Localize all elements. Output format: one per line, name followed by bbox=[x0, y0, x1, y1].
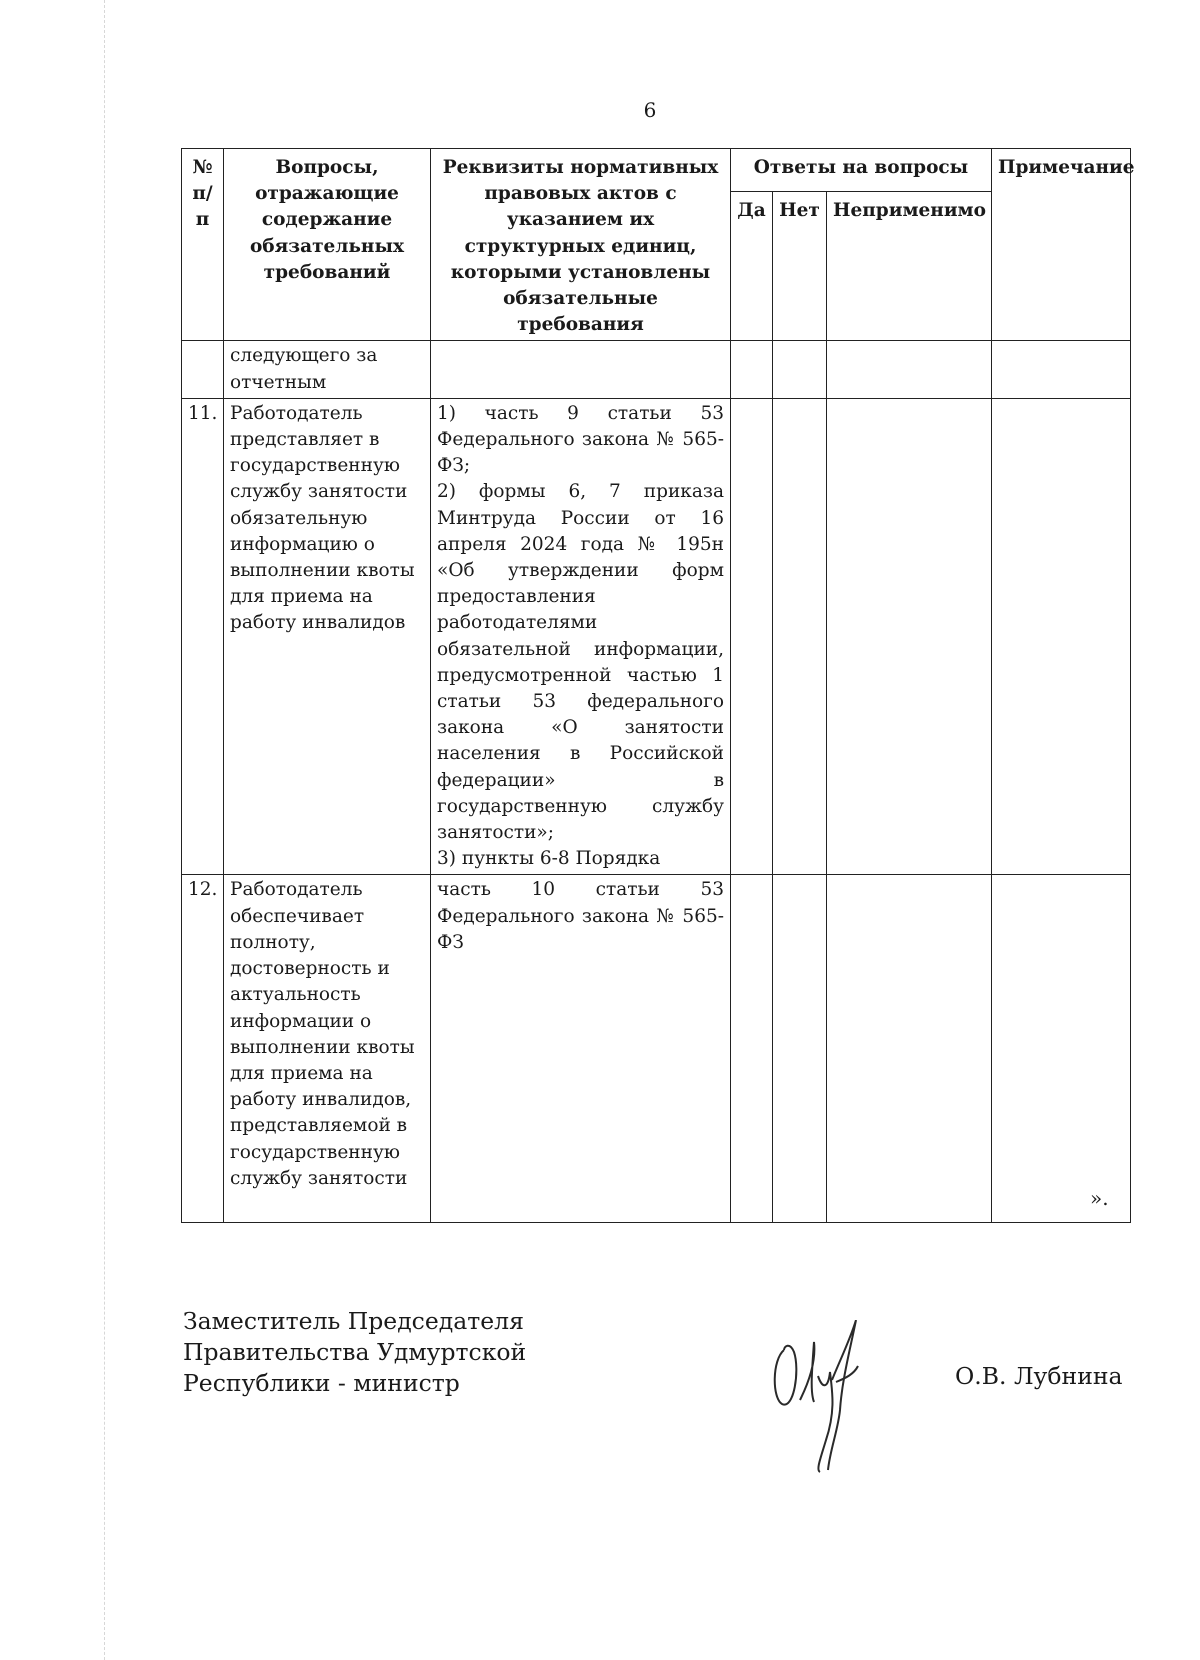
header-not-applicable: Неприменимо bbox=[827, 192, 992, 341]
position-line: Республики - министр bbox=[183, 1369, 460, 1397]
table-row bbox=[182, 341, 1131, 398]
scan-edge-line bbox=[104, 0, 106, 1660]
table-header-row bbox=[182, 149, 1131, 192]
reference-part: 1) часть 9 статьи 53 Федерального закона № 565-ФЗ; bbox=[437, 402, 724, 477]
answer-not-applicable-cell[interactable] bbox=[827, 341, 992, 398]
answer-yes-cell[interactable] bbox=[731, 398, 773, 875]
closing-quote: ». bbox=[1090, 1186, 1109, 1210]
header-num: № п/п bbox=[182, 149, 224, 341]
note-cell[interactable] bbox=[992, 875, 1131, 1223]
reference-part: 2) формы 6, 7 приказа Минтруда России от 16 апреля 2024 года № 195н «Об утверждении форм предоставления работодателями обязательной информации, предусмотренной частью 1 статьи 53 федерального закона «О занятости населения в Российской федерации» в государственную службу занятости»; bbox=[437, 481, 724, 844]
note-cell[interactable] bbox=[992, 398, 1131, 875]
answer-yes-cell[interactable] bbox=[731, 875, 773, 1223]
answer-yes-cell[interactable] bbox=[731, 341, 773, 398]
answer-no-cell[interactable] bbox=[773, 875, 827, 1223]
table-row bbox=[182, 398, 1131, 875]
note-cell[interactable] bbox=[992, 341, 1131, 398]
answer-no-cell[interactable] bbox=[773, 398, 827, 875]
answer-no-cell[interactable] bbox=[773, 341, 827, 398]
answer-not-applicable-cell[interactable] bbox=[827, 398, 992, 875]
row-number: 12. bbox=[182, 875, 224, 1223]
row-question: следующего за отчетным bbox=[224, 341, 431, 398]
page-number: 6 bbox=[643, 98, 657, 122]
header-no: Нет bbox=[773, 192, 827, 341]
row-question: Работодатель представляет в государственную службу занятости обязательную информацию о выполнении квоты для приема на работу инвалидов bbox=[224, 398, 431, 875]
header-note: Примечание bbox=[992, 149, 1131, 341]
signatory-name: О.В. Лубнина bbox=[955, 1362, 1123, 1390]
signatory-position bbox=[183, 1306, 526, 1399]
row-number: 11. bbox=[182, 398, 224, 875]
header-references: Реквизиты нормативных правовых актов с указанием их структурных единиц, которыми установлены обязательные требования bbox=[431, 149, 731, 341]
row-question: Работодатель обеспечивает полноту, достоверность и актуальность информации о выполнении квоты для приема на работу инвалидов, представляемой в государственную службу занятости bbox=[224, 875, 431, 1223]
header-questions: Вопросы, отражающие содержание обязательных требований bbox=[224, 149, 431, 341]
requirements-checklist-table bbox=[181, 148, 1135, 1223]
reference-part: 3) пункты 6-8 Порядка bbox=[437, 848, 661, 870]
reference-part: часть 10 статьи 53 Федерального закона № 565-ФЗ bbox=[437, 879, 724, 953]
answer-not-applicable-cell[interactable] bbox=[827, 875, 992, 1223]
table-row bbox=[182, 875, 1131, 1223]
handwritten-signature bbox=[770, 1320, 890, 1480]
row-number bbox=[182, 341, 224, 398]
position-line: Заместитель Председателя bbox=[183, 1307, 524, 1335]
row-reference bbox=[431, 875, 731, 1223]
header-yes: Да bbox=[731, 192, 773, 341]
position-line: Правительства Удмуртской bbox=[183, 1338, 527, 1366]
row-reference bbox=[431, 341, 731, 398]
row-reference bbox=[431, 398, 731, 875]
header-answers: Ответы на вопросы bbox=[731, 149, 992, 192]
